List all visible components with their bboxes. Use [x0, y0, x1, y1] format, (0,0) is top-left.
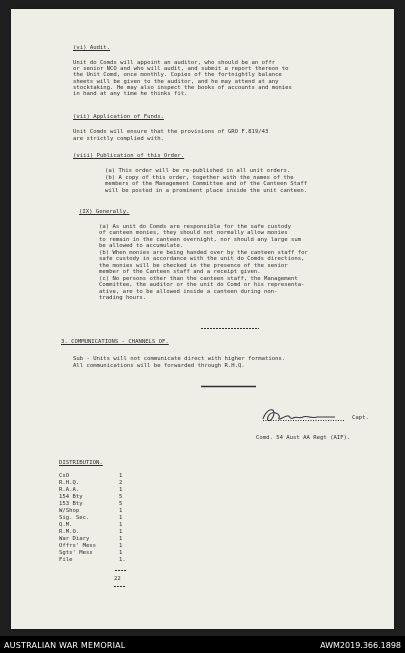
section-viii-line: will be posted in a prominent place inside the unit canteen.	[105, 188, 308, 194]
section-ix-line: (b) When monies are being handed over by the canteen staff for	[99, 250, 308, 256]
section-3-line: All communications will be forwarded through R.H.Q.	[73, 363, 245, 369]
section-ix-line: to remain in the canteen overnight, nor should any large sum	[99, 237, 302, 243]
section-vi-line: Unit do Comds will appoint an auditor, who should be an offr	[73, 60, 276, 66]
section-vii-line: are strictly complied with.	[73, 136, 164, 142]
total-rule	[115, 569, 129, 572]
section-ix-line: trading hours.	[99, 295, 147, 301]
section-vi-line: stocktaking. He may also inspect the books of accounts and monies	[73, 85, 292, 91]
section-ix-line: (a) As unit do Comds are responsible for the safe custody	[99, 224, 291, 230]
signature-title: Comd. 54 Aust AA Regt (AIF).	[256, 435, 351, 441]
signature-dotted-line	[263, 419, 347, 422]
section-vi-line: the Unit Comd, once monthly. Copies of the fortnightly balance	[73, 72, 282, 78]
section-viii-line: (b) A copy of this order, together with the names of the	[105, 175, 294, 181]
signature-scribble	[259, 405, 339, 427]
document-page: (vi) Audit. Unit do Comds will appoint an auditor, who should be an offr or senior NCO and who will audit, and submit a report thereon to the Unit Comd, once monthly. Copies of the fortnightly balance sheets will be given to the auditor, and he may attend at any stocktaking. He may also inspect the books of accounts and monies in hand at any time he thinks fit. (vii) Application of Funds. Unit Comds will ensure that the provisions of GRO F.819/43 are strictly complied with. (viii) Publication of this Order. (a) This order will be re-published in all unit orders. (b) A copy of this order, together with the names of the members of the Management Committee and of the Canteen Staff will be posted in a prominent place inside the unit canteen. (IX) Generally. (a) As unit do Comds are responsible for the safe custody of canteen monies, they should not normally allow monies to remain in the canteen overnight, nor should any large sum be allowed to accumulate. (b) When monies are being handed over by the canteen staff for safe custody in accordance with the unit do Comds directions, the monies will be checked in the presence of the senior member of the Canteen staff and a receipt given. (c) No persons other than the canteen staff, the Management Committee, the auditor or the unit do Comd or his representa- ative, are to be allowed inside a canteen during non- trading hours. 3. COMMUNICATIONS - CHANNELS OF. Sub - Units will not communicate direct with higher formations. All communications will be forwarded through R.H.Q. Capt. Comd. 54 Aust AA Regt (AIF). DISTRIBUTION. CsO 1 R.H.Q. 2 R.A.A. 1 154 Bty 5 153 Bty 5 W/Shop 1 Sig. Sec. 1 Q.M. 1 R.M.O. 1 War Diary 1 Offrs' Mess 1 Sgts' Mess 1 File 1. 22	[11, 9, 394, 629]
archive-footer	[0, 636, 405, 653]
section-viii-heading: (viii) Publication of this Order.	[73, 153, 185, 159]
section-ix-line: the monies will be checked in the presence of the senior	[99, 263, 288, 269]
signature-rank: Capt.	[352, 415, 369, 421]
total-rule	[114, 585, 128, 588]
archive-name: AUSTRALIAN WAR MEMORIAL	[4, 641, 126, 650]
section-3-line: Sub - Units will not communicate direct with higher formations.	[73, 356, 286, 362]
distribution-heading: DISTRIBUTION.	[59, 460, 103, 466]
section-ix-line: safe custody in accordance with the unit do Comds directions,	[99, 256, 305, 262]
section-vi-heading: (vi) Audit.	[73, 45, 111, 51]
section-ix-line: member of the Canteen staff and a receipt given.	[99, 269, 261, 275]
section-ix-line: Committee, the auditor or the unit do Comd or his representa-	[99, 282, 305, 288]
section-vi-line: in hand at any time he thinks fit.	[73, 91, 188, 97]
section-vii-heading: (vii) Application of Funds.	[73, 114, 164, 120]
separator-rule	[201, 385, 261, 388]
section-3-heading: 3. COMMUNICATIONS - CHANNELS OF.	[61, 339, 169, 345]
distribution-total: 22	[114, 576, 121, 582]
section-vii-line: Unit Comds will ensure that the provisions of GRO F.819/43	[73, 129, 269, 135]
section-viii-line: (a) This order will be re-published in all unit orders.	[105, 168, 291, 174]
section-ix-line: of canteen monies, they should not normally allow monies	[99, 230, 288, 236]
section-ix-line: ative, are to be allowed inside a canteen during non-	[99, 289, 278, 295]
section-vi-line: or senior NCO and who will audit, and submit a report thereon to	[73, 66, 289, 72]
separator-rule	[201, 327, 261, 330]
archive-reference: AWM2019.366.1898	[320, 641, 401, 650]
section-ix-heading: (IX) Generally.	[79, 209, 130, 215]
section-vi-line: sheets will be given to the auditor, and he may attend at any	[73, 79, 279, 85]
section-ix-line: (c) No persons other than the canteen staff, the Management	[99, 276, 298, 282]
section-ix-line: be allowed to accumulate.	[99, 243, 184, 249]
section-viii-line: members of the Management Committee and of the Canteen Staff	[105, 181, 308, 187]
